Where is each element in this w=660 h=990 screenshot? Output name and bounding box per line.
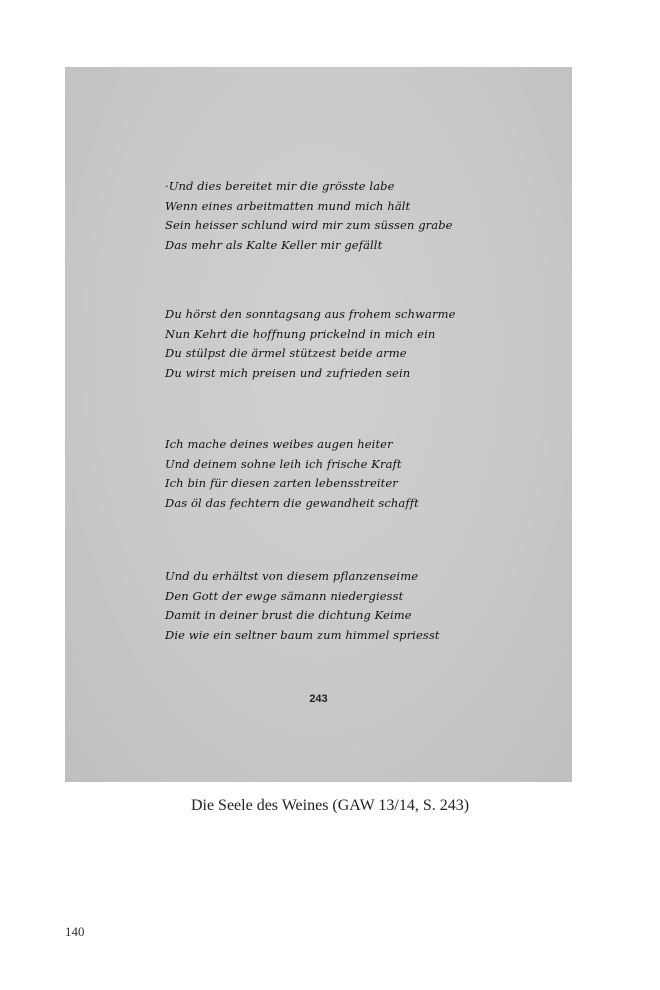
verse-line: Damit in deiner brust die dichtung Keime	[165, 608, 412, 622]
verse-line: Wenn eines arbeitmatten mund mich hält	[165, 198, 411, 213]
verse-line: Den Gott der ewge sämann niedergiesst	[165, 588, 404, 603]
stanza-1	[165, 177, 453, 255]
verse-line: Du wirst mich preisen und zufrieden sein	[165, 365, 411, 380]
stanza-4	[165, 567, 440, 645]
manuscript-page-number: 243	[309, 693, 328, 705]
verse-line: Ich mache deines weibes augen heiter	[165, 437, 393, 451]
verse-line: Nun Kehrt die hoffnung prickelnd in mich ein	[165, 326, 436, 341]
verse-line: Das öl das fechtern die gewandheit schafft	[165, 495, 419, 510]
manuscript-facsimile	[65, 67, 572, 782]
stanza-2	[165, 305, 456, 383]
stanza-3	[165, 435, 419, 513]
verse-line: Die wie ein seltner baum zum himmel spriesst	[165, 627, 440, 642]
verse-line: Du hörst den sonntagsang aus frohem schwarme	[165, 307, 456, 321]
verse-line: Das mehr als Kalte Keller mir gefällt	[165, 237, 383, 252]
verse-line: ·Und dies bereitet mir die grösste labe	[165, 179, 395, 193]
page-number: 140	[65, 924, 85, 939]
verse-line: Und deinem sohne leih ich frische Kraft	[165, 456, 402, 471]
verse-line: Und du erhältst von diesem pflanzenseime	[165, 569, 419, 583]
figure-caption: Die Seele des Weines (GAW 13/14, S. 243)	[190, 797, 470, 814]
verse-line: Du stülpst die ärmel stützest beide arme	[165, 346, 407, 360]
verse-line: Ich bin für diesen zarten lebensstreiter	[165, 476, 398, 490]
verse-line: Sein heisser schlund wird mir zum süssen grabe	[165, 218, 453, 232]
